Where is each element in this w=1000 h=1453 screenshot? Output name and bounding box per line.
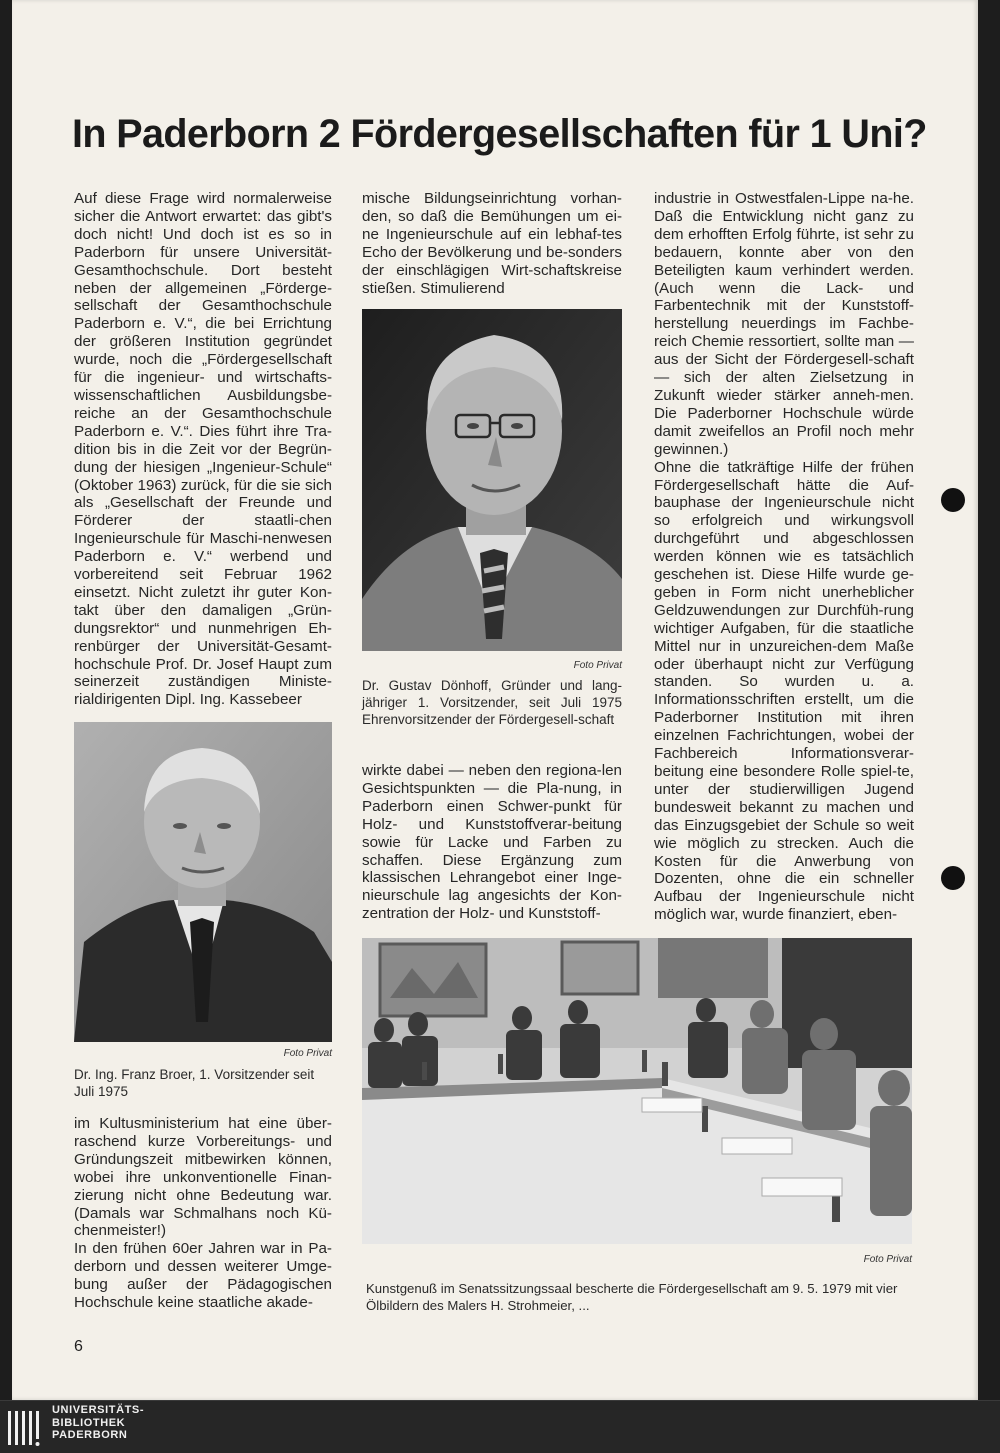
photo-credit-broer: Foto Privat — [283, 1048, 332, 1059]
portrait-photo-broer — [74, 722, 332, 1042]
column1-bottom-paragraph-2: In den frühen 60er Jahren war in Pa-derborn und dessen weiterer Umge-bung außer der Pädagogischen Hochschule keine staatliche akade- — [74, 1240, 332, 1312]
punch-hole-top — [941, 488, 965, 512]
library-logo-icon — [6, 1407, 44, 1449]
caption-donhoff: Dr. Gustav Dönhoff, Gründer und lang-jähriger 1. Vorsitzender, seit Juli 1975 Ehrenvorsitzender der Fördergesell-schaft — [362, 678, 622, 727]
caption-broer: Dr. Ing. Franz Broer, 1. Vorsitzender seit Juli 1975 — [74, 1067, 315, 1099]
portrait-donhoff-graphic — [362, 309, 622, 651]
column3-text — [654, 190, 914, 924]
meeting-photo — [362, 938, 912, 1244]
document-page — [12, 0, 978, 1400]
column3-paragraph-1: industrie in Ostwestfalen-Lippe na-he. Daß die Entwicklung nicht ganz zu dem erhofften Erfolg führte, ist sehr zu bedauern, konnte aber von den Beteiligten kaum verhindert werden. (Auch wenn die Lack- und Farbentechnik mit der Kunststoff-herstellung neuerdings im Fachbe-reich Chemie ressortiert, sollte man — aus der Sicht der Fördergesell-schaft — sich der alten Zielsetzung in Zukunft wieder stärker anneh-men. Die Paderborner Hochschule würde damit zweifellos an Profil noch mehr gewinnen.) — [654, 190, 914, 458]
library-name-line-2: BIBLIOTHEK — [52, 1416, 126, 1429]
page-number: 6 — [74, 1338, 83, 1355]
photo-credit-donhoff: Foto Privat — [573, 660, 622, 671]
library-name-line-3: PADERBORN — [52, 1429, 128, 1442]
portrait-photo-donhoff — [362, 309, 622, 651]
portrait-broer-graphic — [74, 722, 332, 1042]
library-footer-bar — [0, 1400, 1000, 1453]
library-name-line-1: UNIVERSITÄTS- — [52, 1404, 145, 1416]
column2-top-text: mische Bildungseinrichtung vorhan-den, so daß die Bemühungen um ei-ne Ingenieurschule auf ein lebhaf-tes Echo der Bevölkerung und be-sonders der einschlägigen Wirt-schaftskreise stießen. Stimulierend — [362, 190, 622, 297]
column3-paragraph-2: Ohne die tatkräftige Hilfe der frühen Fördergesellschaft hätte die Auf-bauphase der Ingenieurschule nicht so erfolgreich und wirkungsvoll durchgeführt und abgeschlossen werden können wie es tatsächlich geschehen ist. Diese Hilfe wurde ge-geben in Form nicht unerheblicher Geldzuwendungen zur Durchfüh-rung wichtiger Aufgaben, für die staatliche Mittel nur in unzureichen-dem Maße oder überhaupt nicht zur Verfügung standen. So wurden u. a. Informationsschriften erstellt, um die Paderborner Institution mit ihren einzelnen Fachrichtungen, wobei der Fachbereich Informationsverar-beitung eine besondere Rolle spiel-te, unter der studierwilligen Jugend bundesweit bekannt zu machen und das Einzugsgebiet der Schule so weit wie möglich zu strecken. Auch die Kosten für die Anwerbung von Dozenten, ohne die ein schneller Aufbau der Ingenieurschule nicht möglich war, wurde finanziert, eben- — [654, 458, 914, 924]
photo-credit-meeting: Foto Privat — [863, 1254, 912, 1265]
column1-bottom-paragraph-1: im Kultusministerium hat eine über-raschend kurze Vorbereitungs- und Gründungszeit mitbewirken können, wobei ihre unkonventionelle Finan-zierung nicht ohne Bedeutung war. (Damals war Schmalhans noch Kü-chenmeister!) — [74, 1115, 332, 1240]
article-headline: In Paderborn 2 Fördergesellschaften für 1 Uni? — [72, 112, 927, 156]
punch-hole-bottom — [941, 866, 965, 890]
column1-top-text: Auf diese Frage wird normalerweise sicher die Antwort erwartet: das gibt's doch nicht! Und doch ist es so in Paderborn für unsere Universität-Gesamthochschule. Dort besteht neben der allgemeinen „Förderge-sellschaft der Gesamthochschule Paderborn e. V.“, die bei Errichtung der größeren Institution gegründet wurde, noch die „Fördergesellschaft für die ingenieur- und wirtschafts-wissenschaftlichen Ausbildungsbe-reiche an der Gesamthochschule Paderborn e. V.“. Dies führt ihre Tra-dition bis in die Zeit vor der Begrün-dung der hiesigen „Ingenieur-Schule“ (Oktober 1963) zurück, für die sie sich als „Gesellschaft der Freunde und Förderer der staatli-chen Ingenieurschule für Maschi-nenwesen Paderborn e. V.“ werbend und vorbereitend seit Februar 1962 einsetzt. Nicht zuletzt ihr guter Kon-takt über den damaligen „Grün-dungsrektor“ und nunmehrigen Eh-renbürger der Universität-Gesamt-hochschule Prof. Dr. Josef Haupt zum seinerzeit zuständigen Ministe-rialdirigenten Dipl. Ing. Kassebeer — [74, 190, 332, 709]
library-name — [52, 1404, 144, 1442]
column2-bottom-text: wirkte dabei — neben den regiona-len Gesichtspunkten — die Pla-nung, in Paderborn einen Schwer-punkt für Holz- und Kunststoffverar-beitung sowie für Lacke und Farben zu schaffen. Diese Ergänzung zum klassischen Lehrangebot einer Inge-nieurschule lag angesichts der Kon-zentration der Holz- und Kunststoff- — [362, 762, 622, 923]
meeting-photo-graphic — [362, 938, 912, 1244]
caption-meeting: Kunstgenuß im Senatssitzungssaal bescherte die Fördergesellschaft am 9. 5. 1979 mit vier Ölbildern des Malers H. Strohmeier, ... — [366, 1281, 898, 1313]
column1-bottom-text — [74, 1115, 332, 1312]
